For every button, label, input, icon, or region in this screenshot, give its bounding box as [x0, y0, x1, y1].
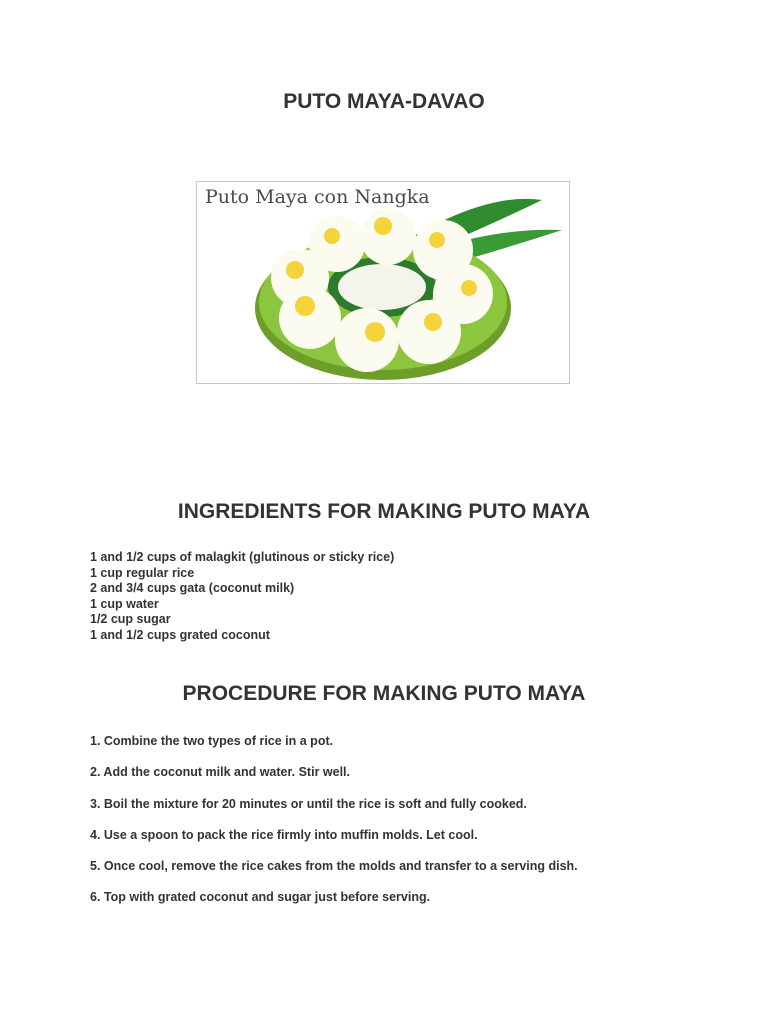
ingredient-item: 2 and 3/4 cups gata (coconut milk): [90, 581, 295, 596]
ingredient-item: 1 cup regular rice: [90, 565, 195, 580]
grated-coconut-bowl: [338, 264, 426, 310]
ingredient-item: 1 and 1/2 cups grated coconut: [90, 627, 270, 642]
procedure-step: 4. Use a spoon to pack the rice firmly into muffin molds. Let cool.: [90, 827, 478, 842]
procedure-steps: [90, 734, 578, 922]
procedure-heading: PROCEDURE FOR MAKING PUTO MAYA: [182, 682, 586, 705]
procedure-step: 5. Once cool, remove the rice cakes from the molds and transfer to a serving dish.: [90, 859, 578, 874]
procedure-step: 3. Boil the mixture for 20 minutes or until the rice is soft and fully cooked.: [90, 796, 527, 811]
puto-maya-illustration: [197, 182, 569, 383]
procedure-step: 2. Add the coconut milk and water. Stir well.: [90, 765, 351, 780]
document-title: PUTO MAYA-DAVAO: [283, 90, 485, 113]
ingredient-item: 1 cup water: [90, 596, 159, 611]
recipe-photo: [196, 181, 570, 384]
procedure-step: 1. Combine the two types of rice in a pot.: [90, 734, 334, 748]
ingredient-item: 1/2 cup sugar: [90, 612, 171, 627]
ingredient-item: 1 and 1/2 cups of malagkit (glutinous or sticky rice): [90, 550, 395, 564]
image-caption: Puto Maya con Nangka: [205, 186, 430, 208]
ingredients-heading: INGREDIENTS FOR MAKING PUTO MAYA: [177, 500, 591, 523]
ingredients-list: [90, 550, 394, 644]
procedure-step: 6. Top with grated coconut and sugar just before serving.: [90, 890, 431, 905]
